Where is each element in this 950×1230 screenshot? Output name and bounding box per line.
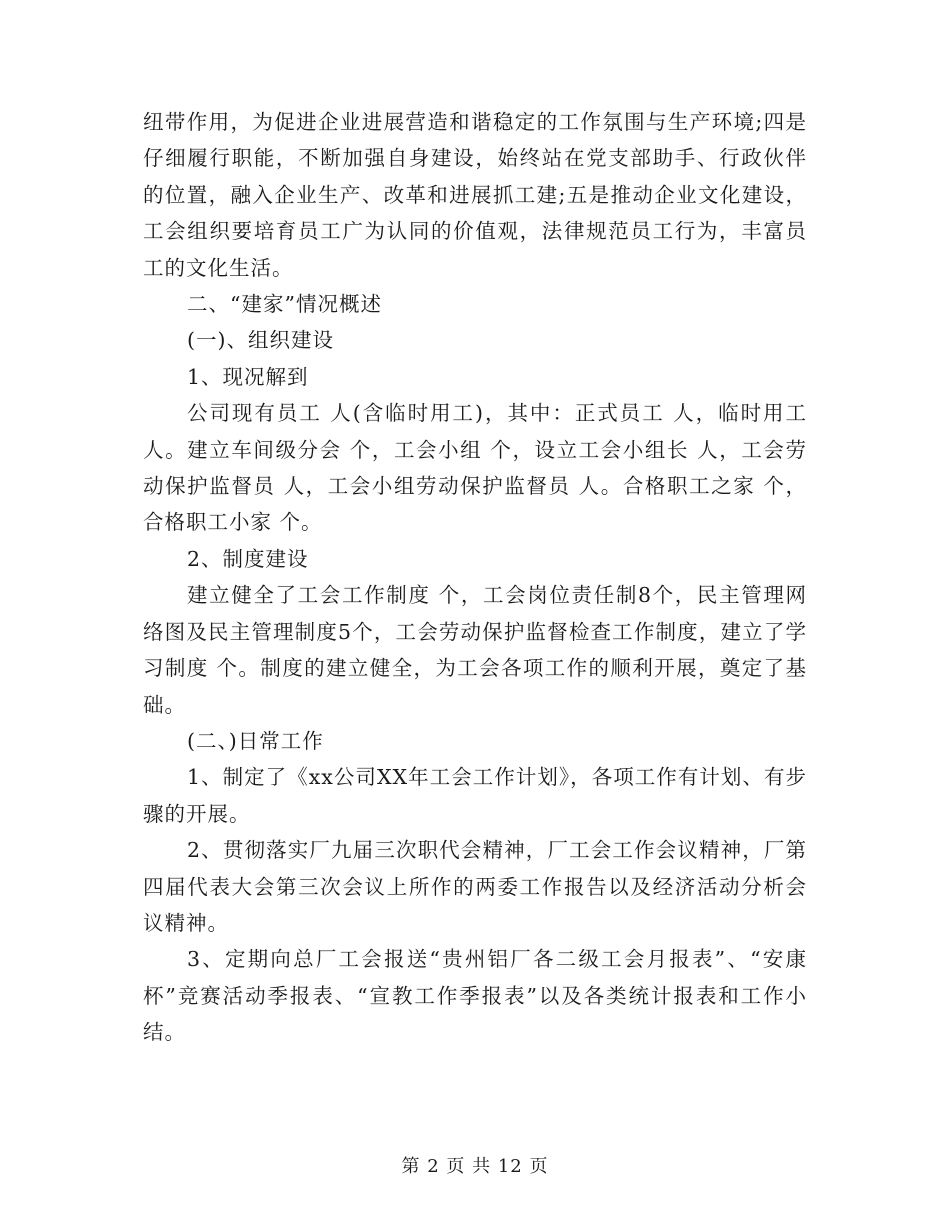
page-footer: 第 2 页 共 12 页	[401, 1156, 549, 1177]
paragraph-daily-item-3: 3、定期向总厂工会报送“贵州铝厂各二级工会月报表”、“安康杯”竞赛活动季报表、“宣教工作季报表”以及各类统计报表和工作小结。	[143, 947, 807, 1045]
subsection-heading-organization: (一)、组织建设	[187, 328, 334, 353]
paragraph-staff-summary: 公司现有员工 人(含临时用工)，其中：正式员工 人，临时用工 人。建立车间级分会 个，工会小组 个，设立工会小组长 人，工会劳动保护监督员 人，工会小组劳动保护监督员 人。合格职工之家 个，合格职工小家 个。	[143, 401, 807, 535]
paragraph-continuation: 纽带作用，为促进企业进展营造和谐稳定的工作氛围与生产环境;四是仔细履行职能，不断加强自身建设，始终站在党支部助手、行政伙伴的位置，融入企业生产、改革和进展抓工建;五是推动企业文化建设，工会组织要培育员工广为认同的价值观，法律规范员工行为，丰富员工的文化生活。	[143, 110, 807, 280]
paragraph-system-summary: 建立健全了工会工作制度 个，工会岗位责任制8个，民主管理网络图及民主管理制度5个，工会劳动保护监督检查工作制度，建立了学习制度 个。制度的建立健全，为工会各项工作的顺利开展，奠定了基础。	[143, 583, 807, 717]
paragraph-daily-item-2: 2、贯彻落实厂九届三次职代会精神，厂工会工作会议精神，厂第四届代表大会第三次会议上所作的两委工作报告以及经济活动分析会议精神。	[143, 838, 807, 935]
item-heading-system: 2、制度建设	[187, 546, 309, 571]
item-heading-status: 1、现况解到	[187, 364, 309, 389]
section-heading-jianjia: 二、“建家”情况概述	[187, 292, 382, 317]
paragraph-daily-item-1: 1、制定了《xx公司XX年工会工作计划》，各项工作有计划、有步骤的开展。	[143, 765, 807, 826]
document-body	[143, 104, 807, 1051]
subsection-heading-daily-work: (二、)日常工作	[187, 728, 324, 753]
